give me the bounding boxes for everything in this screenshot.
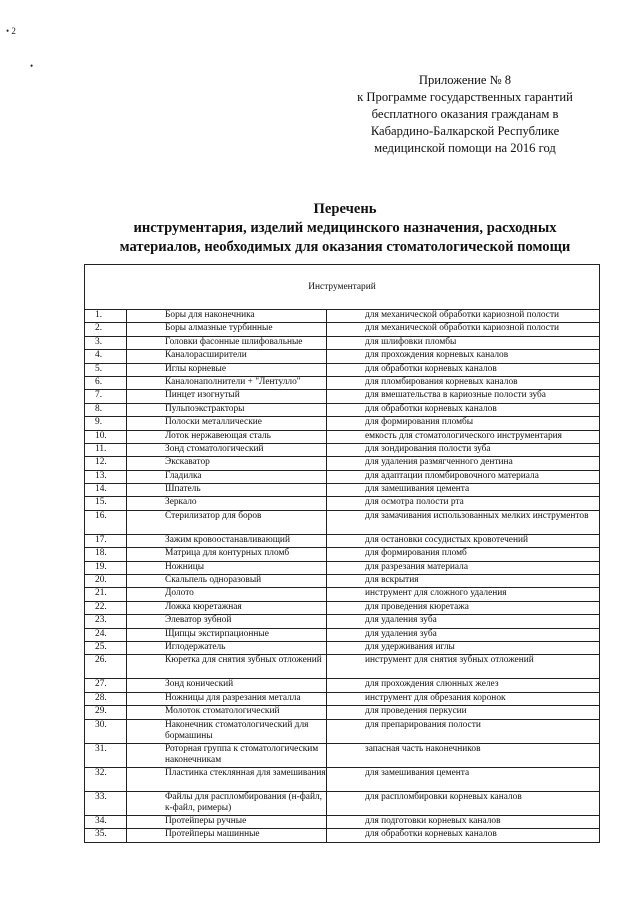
instrument-name: Каналорасширители — [127, 350, 327, 362]
table-row — [85, 350, 599, 363]
instrument-name: Зажим кровоостанавливающий — [127, 535, 327, 547]
row-number: 8. — [85, 404, 127, 416]
instrument-purpose: инструмент для обрезания коронок — [365, 692, 506, 703]
instrument-name: Ножницы — [127, 562, 327, 574]
instrument-name: Пинцет изогнутый — [127, 390, 327, 402]
row-number: 29. — [85, 706, 127, 718]
row-number: 12. — [85, 457, 127, 469]
row-number: 17. — [85, 535, 127, 547]
row-number: 9. — [85, 417, 127, 429]
table-row — [85, 310, 599, 323]
instrument-name: Зеркало — [127, 497, 327, 509]
title-line: материалов, необходимых для оказания стоматологической помощи — [119, 239, 571, 255]
instrument-purpose: для остановки сосудистых кровотечений — [365, 534, 529, 545]
row-number: 31. — [85, 744, 127, 767]
appendix-line: Кабардино-Балкарской Республике — [370, 124, 560, 138]
row-number: 20. — [85, 575, 127, 587]
instrument-purpose: для обработки корневых каналов — [365, 363, 497, 374]
table-row — [85, 720, 599, 744]
table-row — [85, 484, 599, 497]
table-row — [85, 457, 599, 470]
row-number: 24. — [85, 629, 127, 641]
title-line: Перечень — [313, 201, 377, 217]
row-number: 10. — [85, 431, 127, 443]
table-row — [85, 337, 599, 350]
row-number: 21. — [85, 588, 127, 600]
instrument-purpose: для шлифовки пломбы — [365, 336, 457, 347]
appendix-line: медицинской помощи на 2016 год — [374, 141, 556, 155]
instrument-purpose: для удаления зуба — [365, 615, 437, 626]
instrument-purpose: для проведения кюретажа — [365, 601, 469, 612]
row-number: 6. — [85, 377, 127, 389]
margin-mark-second: • — [30, 61, 34, 71]
table-row — [85, 792, 599, 816]
instrument-name: Долото — [127, 588, 327, 600]
table-row — [85, 655, 599, 679]
instrument-purpose: для вмешательства в кариозные полости зуба — [365, 390, 546, 401]
row-number: 35. — [85, 829, 127, 842]
row-number: 30. — [85, 720, 127, 743]
instrument-name: Роторная группа к стоматологическим наконечникам — [127, 744, 327, 767]
row-number: 34. — [85, 816, 127, 828]
table-row — [85, 431, 599, 444]
row-number: 33. — [85, 792, 127, 815]
table-row — [85, 629, 599, 642]
row-number: 11. — [85, 444, 127, 456]
table-row — [85, 816, 599, 829]
instruments-table — [84, 264, 600, 843]
table-row — [85, 471, 599, 484]
row-number: 16. — [85, 511, 127, 534]
instrument-name: Боры для наконечника — [127, 310, 327, 322]
instrument-purpose: для пломбирования корневых каналов — [365, 376, 518, 387]
row-number: 15. — [85, 497, 127, 509]
instrument-name: Щипцы экстирпационные — [127, 629, 327, 641]
table-row — [85, 615, 599, 628]
instrument-name: Ложка кюретажная — [127, 602, 327, 614]
appendix-line: бесплатного оказания гражданам в — [371, 107, 559, 121]
instrument-name: Кюретка для снятия зубных отложений — [127, 655, 327, 678]
instrument-purpose: для прохождения корневых каналов — [365, 350, 509, 361]
instrument-purpose: для удаления зуба — [365, 628, 437, 639]
instrument-name: Матрица для контурных пломб — [127, 548, 327, 560]
instrument-name: Протейперы ручные — [127, 816, 327, 828]
row-number: 5. — [85, 364, 127, 376]
instrument-name: Пульпоэкстракторы — [127, 404, 327, 416]
row-number: 28. — [85, 693, 127, 705]
row-number: 7. — [85, 390, 127, 402]
table-row — [85, 364, 599, 377]
instrument-purpose: емкость для стоматологического инструментария — [365, 430, 562, 441]
table-row — [85, 588, 599, 601]
instrument-purpose: для распломбировки корневых каналов — [365, 791, 522, 802]
instrument-name: Пластинка стеклянная для замешивания — [127, 768, 327, 791]
instrument-name: Боры алмазные турбинные — [127, 323, 327, 335]
instrument-name: Иглодержатель — [127, 642, 327, 654]
table-row — [85, 511, 599, 535]
instrument-purpose: для замешивания цемента — [365, 767, 470, 778]
instrument-name: Молоток стоматологический — [127, 706, 327, 718]
instrument-name: Зонд конический — [127, 679, 327, 691]
instrument-purpose: для механической обработки кариозной полости — [365, 323, 560, 334]
instrument-purpose: для зондирования полости зуба — [365, 443, 491, 454]
instrument-name: Наконечник стоматологический для бормашины — [127, 720, 327, 743]
table-section-header: Инструментарий — [85, 265, 599, 310]
row-number: 3. — [85, 337, 127, 349]
instrument-purpose: для механической обработки кариозной полости — [365, 310, 560, 320]
instrument-purpose: для удерживания иглы — [365, 641, 455, 652]
instrument-purpose: для формирования пломбы — [365, 417, 474, 428]
table-row — [85, 390, 599, 403]
appendix-reference — [330, 72, 600, 157]
instrument-name: Стерилизатор для боров — [127, 511, 327, 534]
table-row — [85, 417, 599, 430]
instrument-purpose: запасная часть наконечников — [365, 743, 481, 754]
table-row — [85, 642, 599, 655]
row-number: 23. — [85, 615, 127, 627]
instrument-purpose: для подготовки корневых каналов — [365, 815, 501, 826]
table-row — [85, 575, 599, 588]
row-number: 1. — [85, 310, 127, 322]
table-row — [85, 679, 599, 692]
row-number: 32. — [85, 768, 127, 791]
instrument-purpose: для обработки корневых каналов — [365, 828, 497, 839]
table-row — [85, 535, 599, 548]
table-row — [85, 602, 599, 615]
instrument-name: Лоток нержавеющая сталь — [127, 431, 327, 443]
instrument-purpose: инструмент для сложного удаления — [365, 588, 507, 599]
row-number: 22. — [85, 602, 127, 614]
instrument-name: Элеватор зубной — [127, 615, 327, 627]
instrument-purpose: для удаления размягченного дентина — [365, 457, 513, 468]
instrument-name: Скальпель одноразовый — [127, 575, 327, 587]
row-number: 13. — [85, 471, 127, 483]
instrument-name: Каналонаполнители + "Лентулло" — [127, 377, 327, 389]
instrument-name: Ножницы для разрезания металла — [127, 693, 327, 705]
instrument-purpose: для замачивания использованных мелких инструментов — [365, 510, 589, 521]
instrument-name: Гладилка — [127, 471, 327, 483]
table-body — [85, 310, 599, 842]
table-row — [85, 377, 599, 390]
table-row — [85, 562, 599, 575]
table-row — [85, 768, 599, 792]
instrument-purpose: для прохождения слюнных желез — [365, 679, 499, 690]
table-row — [85, 829, 599, 842]
instrument-purpose: для формирования пломб — [365, 548, 467, 559]
instrument-name: Зонд стоматологический — [127, 444, 327, 456]
row-number: 26. — [85, 655, 127, 678]
row-number: 18. — [85, 548, 127, 560]
row-number: 2. — [85, 323, 127, 335]
instrument-purpose: инструмент для снятия зубных отложений — [365, 655, 534, 666]
instrument-purpose: для проведения перкусии — [365, 706, 467, 717]
instrument-name: Шпатель — [127, 484, 327, 496]
instrument-purpose: для осмотра полости рта — [365, 497, 464, 508]
table-row — [85, 497, 599, 510]
table-row — [85, 744, 599, 768]
instrument-purpose: для обработки корневых каналов — [365, 403, 497, 414]
row-number: 25. — [85, 642, 127, 654]
instrument-name: Иглы корневые — [127, 364, 327, 376]
title-line: инструментария, изделий медицинского назначения, расходных — [133, 220, 557, 236]
instrument-purpose: для разрезания материала — [365, 561, 469, 572]
table-row — [85, 548, 599, 561]
margin-mark-top: • 2 — [6, 26, 16, 36]
row-number: 14. — [85, 484, 127, 496]
instrument-name: Головки фасонные шлифовальные — [127, 337, 327, 349]
appendix-line: к Программе государственных гарантий — [357, 90, 573, 104]
document-title — [50, 200, 640, 257]
instrument-purpose: для препарирования полости — [365, 719, 481, 730]
row-number: 27. — [85, 679, 127, 691]
table-row — [85, 444, 599, 457]
instrument-name: Протейперы машинные — [127, 829, 327, 842]
table-row — [85, 404, 599, 417]
table-row — [85, 693, 599, 706]
instrument-purpose: для замешивания цемента — [365, 484, 470, 495]
row-number: 4. — [85, 350, 127, 362]
instrument-purpose: для вскрытия — [365, 575, 419, 586]
table-row — [85, 706, 599, 719]
instrument-name: Файлы для распломбирования (н-файл, к-файл, римеры) — [127, 792, 327, 815]
row-number: 19. — [85, 562, 127, 574]
instrument-purpose: для адаптации пломбировочного материала — [365, 470, 539, 481]
instrument-name: Полоски металлические — [127, 417, 327, 429]
instrument-name: Экскаватор — [127, 457, 327, 469]
appendix-line: Приложение № 8 — [418, 73, 512, 87]
table-row — [85, 323, 599, 336]
